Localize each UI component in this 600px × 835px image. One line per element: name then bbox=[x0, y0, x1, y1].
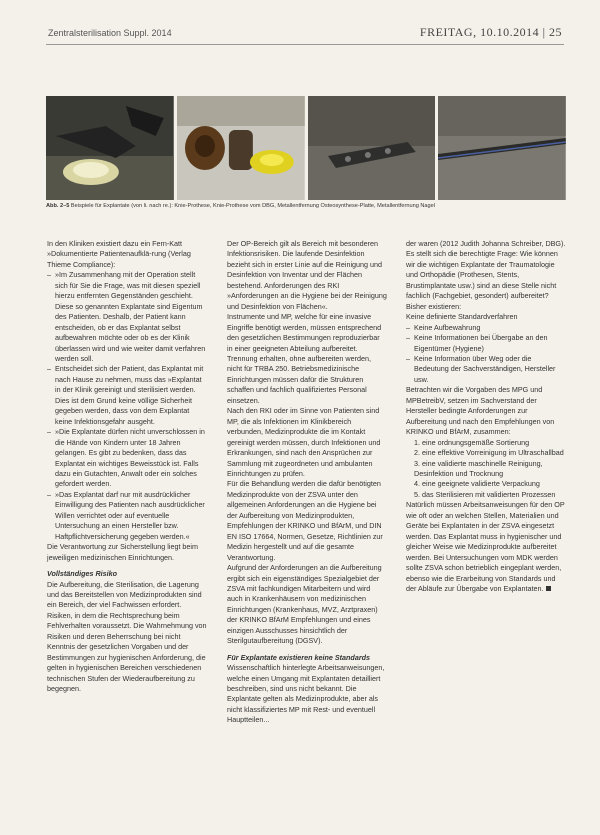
list-item: 2. eine effektive Vorreinigung im Ultraschallbad bbox=[414, 448, 564, 458]
figure-photos bbox=[46, 96, 566, 200]
header-rule bbox=[46, 44, 564, 45]
list-item: – »Im Zusammenhang mit der Operation stellt sich für Sie die Frage, was mit diesen speziell hierzu entfernten Gegenständen geschieht. Diese so genannten Explantate sind Eigentum des Patienten. Deshalb, der Patient kann entscheiden, ob er das Explantat selbst aufbewahren möchte oder ob es der Klinik überlassen wird und wie weiter damit verfahren werden soll. bbox=[47, 270, 207, 364]
figure-caption bbox=[46, 203, 566, 210]
col2-paragraph: Der OP-Bereich gilt als Bereich mit besonderen Infektionsrisiken. Die laufende Desinfektion bezieht sich in erster Linie auf die Reinigung und Desinfektion von Inventar und der Flächen bestehend. Anforderungen des RKI »Anforderungen an die Hygiene bei der Reinigung und Desinfektion von Flächen«. bbox=[227, 239, 387, 311]
col2-paragraph: Für die Behandlung werden die dafür benötigten Medizinprodukte von der ZSVA unter den allgemeinen Anforderungen an die Hygiene bei der Aufbereitung von Medizinprodukten, Empfehlungen der KRINKO und BfArM, und DIN EN ISO 17664, Normen, Gesetze, Richtlinien zur Medizin hergestellt und auf die gesamte Verantwortung. bbox=[227, 479, 383, 562]
col3-paragraph: Keine definierte Standardverfahren bbox=[406, 312, 518, 322]
col3-final-text: Natürlich müssen Arbeitsanweisungen für den OP wie oft oder an welchen Stellen, Materialien und Geräte bei Explantaten in der ZSVA eingesetzt werden. Das Explantat muss in hygienischer und gleicher Weise wie Medizinprodukte aufbereitet werden. Bei Untersuchungen vom MDK werden sollte ZSVA schon betrieblich eingeplant werden, ebenso wie die Erarbeitung von Standards und der Abläufe zur Übergabe von Explantaten. bbox=[406, 500, 565, 593]
col2-paragraph: Nach den RKI oder im Sinne von Patienten sind MP, die als Infektionen im Klinikbereich verbunden, Medizinprodukte die im Kontakt gereinigt werden müssen, durch Infektionen und Erkrankungen, sind nach den Ansprüchen zur Sammlung mit zugeordneten und ambulanten Einrichtungen zu prüfen. bbox=[227, 406, 381, 478]
col3-paragraph: Betrachten wir die Vorgaben des MPG und MPBetreibV, setzen im Sachverstand der Hersteller bedingte Anforderungen zur Aufbereitung und nach den Empfehlungen von KRINKO und BfArM, zusammen: bbox=[406, 385, 555, 437]
photo-knee-prosthesis bbox=[46, 96, 174, 200]
list-item: – Keine Aufbewahrung bbox=[406, 323, 566, 333]
col1-subheading: Vollständiges Risiko bbox=[47, 569, 118, 579]
figure-caption-text: Beispiele für Explantate (von li. nach re.): Knie-Prothese, Knie-Prothese vom DBG, Metallentfernung Osteosynthese-Platte, Metallentfernung Nagel bbox=[70, 203, 435, 209]
photo-metal-nail bbox=[438, 96, 566, 200]
list-item: – Keine Information über Weg oder die Bedeutung der Sachverständigen, Hersteller usw. bbox=[406, 354, 566, 385]
col1-intro: In den Kliniken existiert dazu ein Fern-Katt »Dokumentierte Patientenaufklä-rung (Verlag Thieme Compliance): bbox=[47, 239, 191, 269]
list-item: 5. das Sterilisieren mit validierten Prozessen bbox=[414, 489, 556, 499]
list-item: – »Die Explantate dürfen nicht unverschlossen in die Hände von Kindern unter 18 Jahren gelangen. Es gibt zu bedenken, dass das Explantat ein wichtiges Beweisstück ist. Falls dazu ein Gutachten, Anwalt oder ein solches gefordert werden. bbox=[47, 427, 207, 490]
page-date: FREITAG, 10.10.2014 | 25 bbox=[419, 25, 562, 39]
column-1 bbox=[47, 239, 207, 694]
photo-osteosynthesis-plate bbox=[308, 96, 436, 200]
photo-knee-prosthesis-dbg bbox=[177, 96, 305, 200]
col1-bullets bbox=[47, 270, 207, 542]
col1-paragraph: Die Verantwortung zur Sicherstellung liegt beim jeweiligen medizinischen Einrichtungen. bbox=[47, 542, 199, 562]
column-3 bbox=[406, 239, 566, 594]
column-2 bbox=[227, 239, 387, 726]
col1-paragraph: Die Aufbereitung, die Sterilisation, die Lagerung und das Bereitstellen von Medizinprodukten sind ein Bereich, der viel Fachwissen erfordert. Risiken, in dem die Rechtsprechung beim Fehlverhalten voraussetzt. Die Wahrnehmung von Risiken und deren Beherrschung bei nicht Kenntnis der gesetzlichen Vorgaben und der Bestimmungen zur hygienischen Anforderung, die gelten in hygienischen Bereichen verschiedenen technischen Stufen der Wiederaufbereitung zu begegnen. bbox=[47, 579, 207, 694]
list-item: 4. eine geeignete validierte Verpackung bbox=[414, 479, 540, 489]
list-item: – Keine Informationen bei Übergabe an den Eigentümer (Hygiene) bbox=[406, 333, 566, 354]
col2-paragraph: Instrumente und MP, welche für eine invasive Eingriffe benötigt werden, müssen entsprechend den gesetzlichen Bestimmungen reproduzierbar in einer geeigneten Abteilung aufbereitet. Trennung erhalten, ohne aufbereiten werden, nicht für TRBA 250. Betriebsmedizinische Einrichtungen müssen dafür die Strukturen schaffen und fachlich qualifiziertes Personal einsetzen. bbox=[227, 312, 382, 405]
end-mark-icon bbox=[546, 586, 551, 591]
col3-bullets bbox=[406, 323, 566, 386]
col2-subheading: Für Explantate existieren keine Standards bbox=[227, 652, 371, 662]
col2-paragraph: Wissenschaftlich hinterlegte Arbeitsanweisungen, welche einen Umgang mit Explantaten detailliert beschreiben, sind uns nicht bekannt. Die Explantate gelten als Medizinprodukte, aber als nicht klassifiziertes MP mit Rest- und eventuell Hauptteilen... bbox=[227, 663, 385, 725]
list-item: 1. eine ordnungsgemäße Sortierung bbox=[414, 437, 530, 447]
figure-label: Abb. 2–5 bbox=[46, 203, 70, 209]
col2-paragraph: Aufgrund der Anforderungen an die Aufbereitung ergibt sich ein eigenständiges Spezialgebiet der ZSVA mit fachkundigen Mitarbeitern und wird auch in Krankenhäusern von medizinischen Einrichtungen (Krankenhaus, MVZ, Arztpraxen) der KRINKO BfArM Empfehlungen und eines einzigen Ausschusses hinsichtlich der Sterilgutaufbereitung (DGSV). bbox=[227, 563, 382, 646]
list-item: – Entscheidet sich der Patient, das Explantat mit nach Hause zu nehmen, muss das »Explantat in der Klinik gereinigt und sterilisiert werden. Dies ist dem Grund keine völlige Sicherheit gegeben werden, dass von dem Explantat keine Infektionsgefahr ausgeht. bbox=[47, 364, 207, 427]
list-item: – »Das Explantat darf nur mit ausdrücklicher Einwilligung des Patienten nach ausdrücklicher Willen verrichtet oder auf eventuelle Untersuchung an einen Hersteller bzw. Haftpflichtversicherung gegeben werden.« bbox=[47, 490, 207, 542]
col3-steps bbox=[406, 438, 566, 501]
col3-paragraph: Es stellt sich die berechtigte Frage: Wie können wir die wichtigen Explantate der Traumatologie und Orthopädie (Prothesen, Stents, Brustimplantate usw.) sind an diese Stelle nicht fachlich (Fachgebiet, gesondert) aufbereitet? Bisher existieren: bbox=[406, 249, 558, 311]
list-item: 3. eine validierte maschinelle Reinigung, Desinfektion und Trocknung bbox=[414, 458, 543, 478]
journal-name: Zentralsterilisation Suppl. 2014 bbox=[48, 28, 172, 38]
col3-paragraph: der waren (2012 Judith Johanna Schreiber, DBG). bbox=[406, 239, 566, 248]
col3-paragraph bbox=[406, 500, 566, 594]
